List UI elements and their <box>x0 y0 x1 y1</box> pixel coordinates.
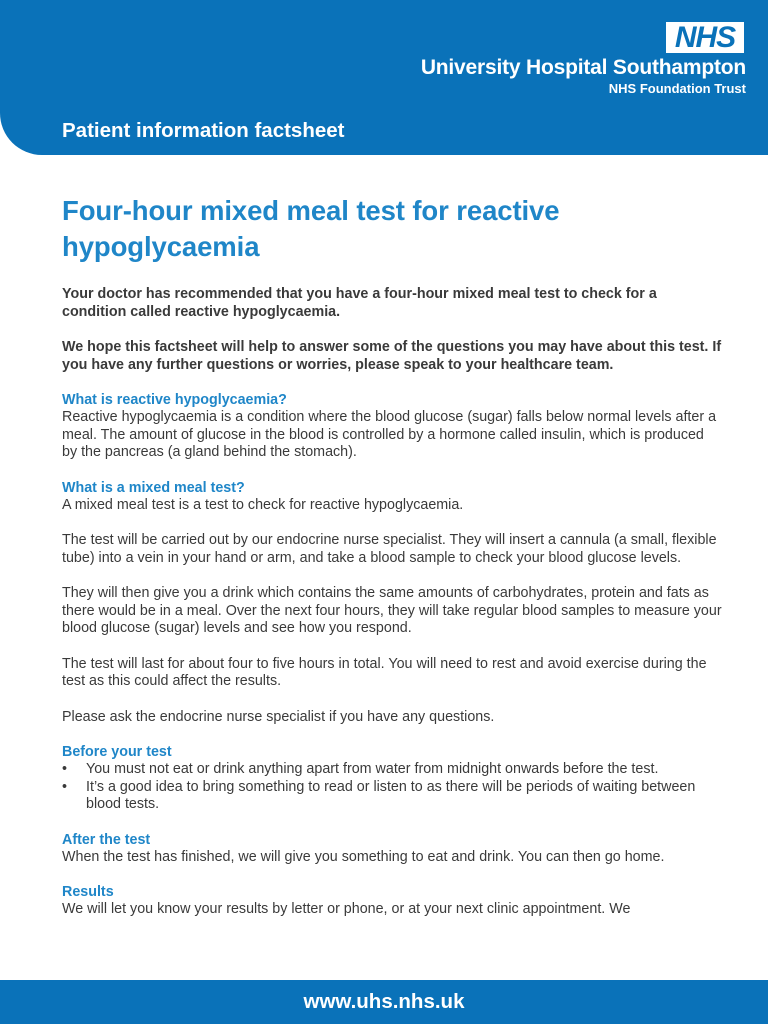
nhs-logo-text: NHS <box>674 20 736 54</box>
section-heading-what-is: What is reactive hypoglycaemia? <box>62 392 287 408</box>
trust-name: NHS Foundation Trust <box>608 81 746 96</box>
section-paragraph: A mixed meal test is a test to check for reactive hypoglycaemia. <box>62 496 464 513</box>
intro-paragraph: Your doctor has recommended that you have a four-hour mixed meal test to check for a condition called reactive hypoglycaemia. <box>62 286 657 320</box>
header <box>0 0 768 155</box>
section-paragraph: They will then give you a drink which contains the same amounts of carbohydrates, protein and fats as there would be in a meal. Over the next four hours, they will take regular blood samples to measure your blood glucose (sugar) levels and see how you respond. <box>62 585 722 636</box>
header-content <box>0 0 768 155</box>
section-paragraph: When the test has finished, we will give you something to eat and drink. You can then go home. <box>62 848 665 865</box>
list-item <box>62 779 722 814</box>
page-title: Four-hour mixed meal test for reactive hypoglycaemia <box>62 195 560 262</box>
leaflet-type: Patient information factsheet <box>62 119 345 142</box>
section-heading-after: After the test <box>62 831 151 848</box>
list-item-text: It’s a good idea to bring something to read or listen to as there will be periods of waiting between blood tests. <box>86 778 696 812</box>
footer <box>0 980 768 1024</box>
section-heading-mixed-meal: What is a mixed meal test? <box>62 479 245 496</box>
section-paragraph: The test will last for about four to five hours in total. You will need to rest and avoid exercise during the test as this could affect the results. <box>62 655 707 689</box>
section-paragraph: We will let you know your results by letter or phone, or at your next clinic appointment. We <box>62 901 631 917</box>
before-test-list <box>62 761 722 814</box>
section-heading-before: Before your test <box>62 744 172 760</box>
list-item <box>62 761 722 779</box>
list-item-text: You must not eat or drink anything apart from water from midnight onwards before the test. <box>86 761 659 777</box>
organisation-name: University Hospital Southampton <box>420 56 746 79</box>
main-content <box>62 193 722 919</box>
bullet-icon: • <box>62 761 68 777</box>
intro-paragraph: We hope this factsheet will help to answer some of the questions you may have about this test. If you have any further questions or worries, please speak to your healthcare team. <box>62 339 722 373</box>
section-paragraph: Please ask the endocrine nurse specialist if you have any questions. <box>62 708 495 725</box>
bullet-icon: • <box>62 778 68 795</box>
section-paragraph: Reactive hypoglycaemia is a condition where the blood glucose (sugar) falls below normal levels after a meal. The amount of glucose in the blood is controlled by a hormone called insulin, which is produced by the pancreas (a gland behind the stomach). <box>62 409 717 460</box>
section-heading-results: Results <box>62 884 114 900</box>
nhs-logo <box>666 22 744 53</box>
section-paragraph: The test will be carried out by our endocrine nurse specialist. They will insert a cannula (a small, flexible tube) into a vein in your hand or arm, and take a blood sample to check your blood glucose levels. <box>62 532 717 566</box>
website-link[interactable]: www.uhs.nhs.uk <box>303 990 465 1013</box>
